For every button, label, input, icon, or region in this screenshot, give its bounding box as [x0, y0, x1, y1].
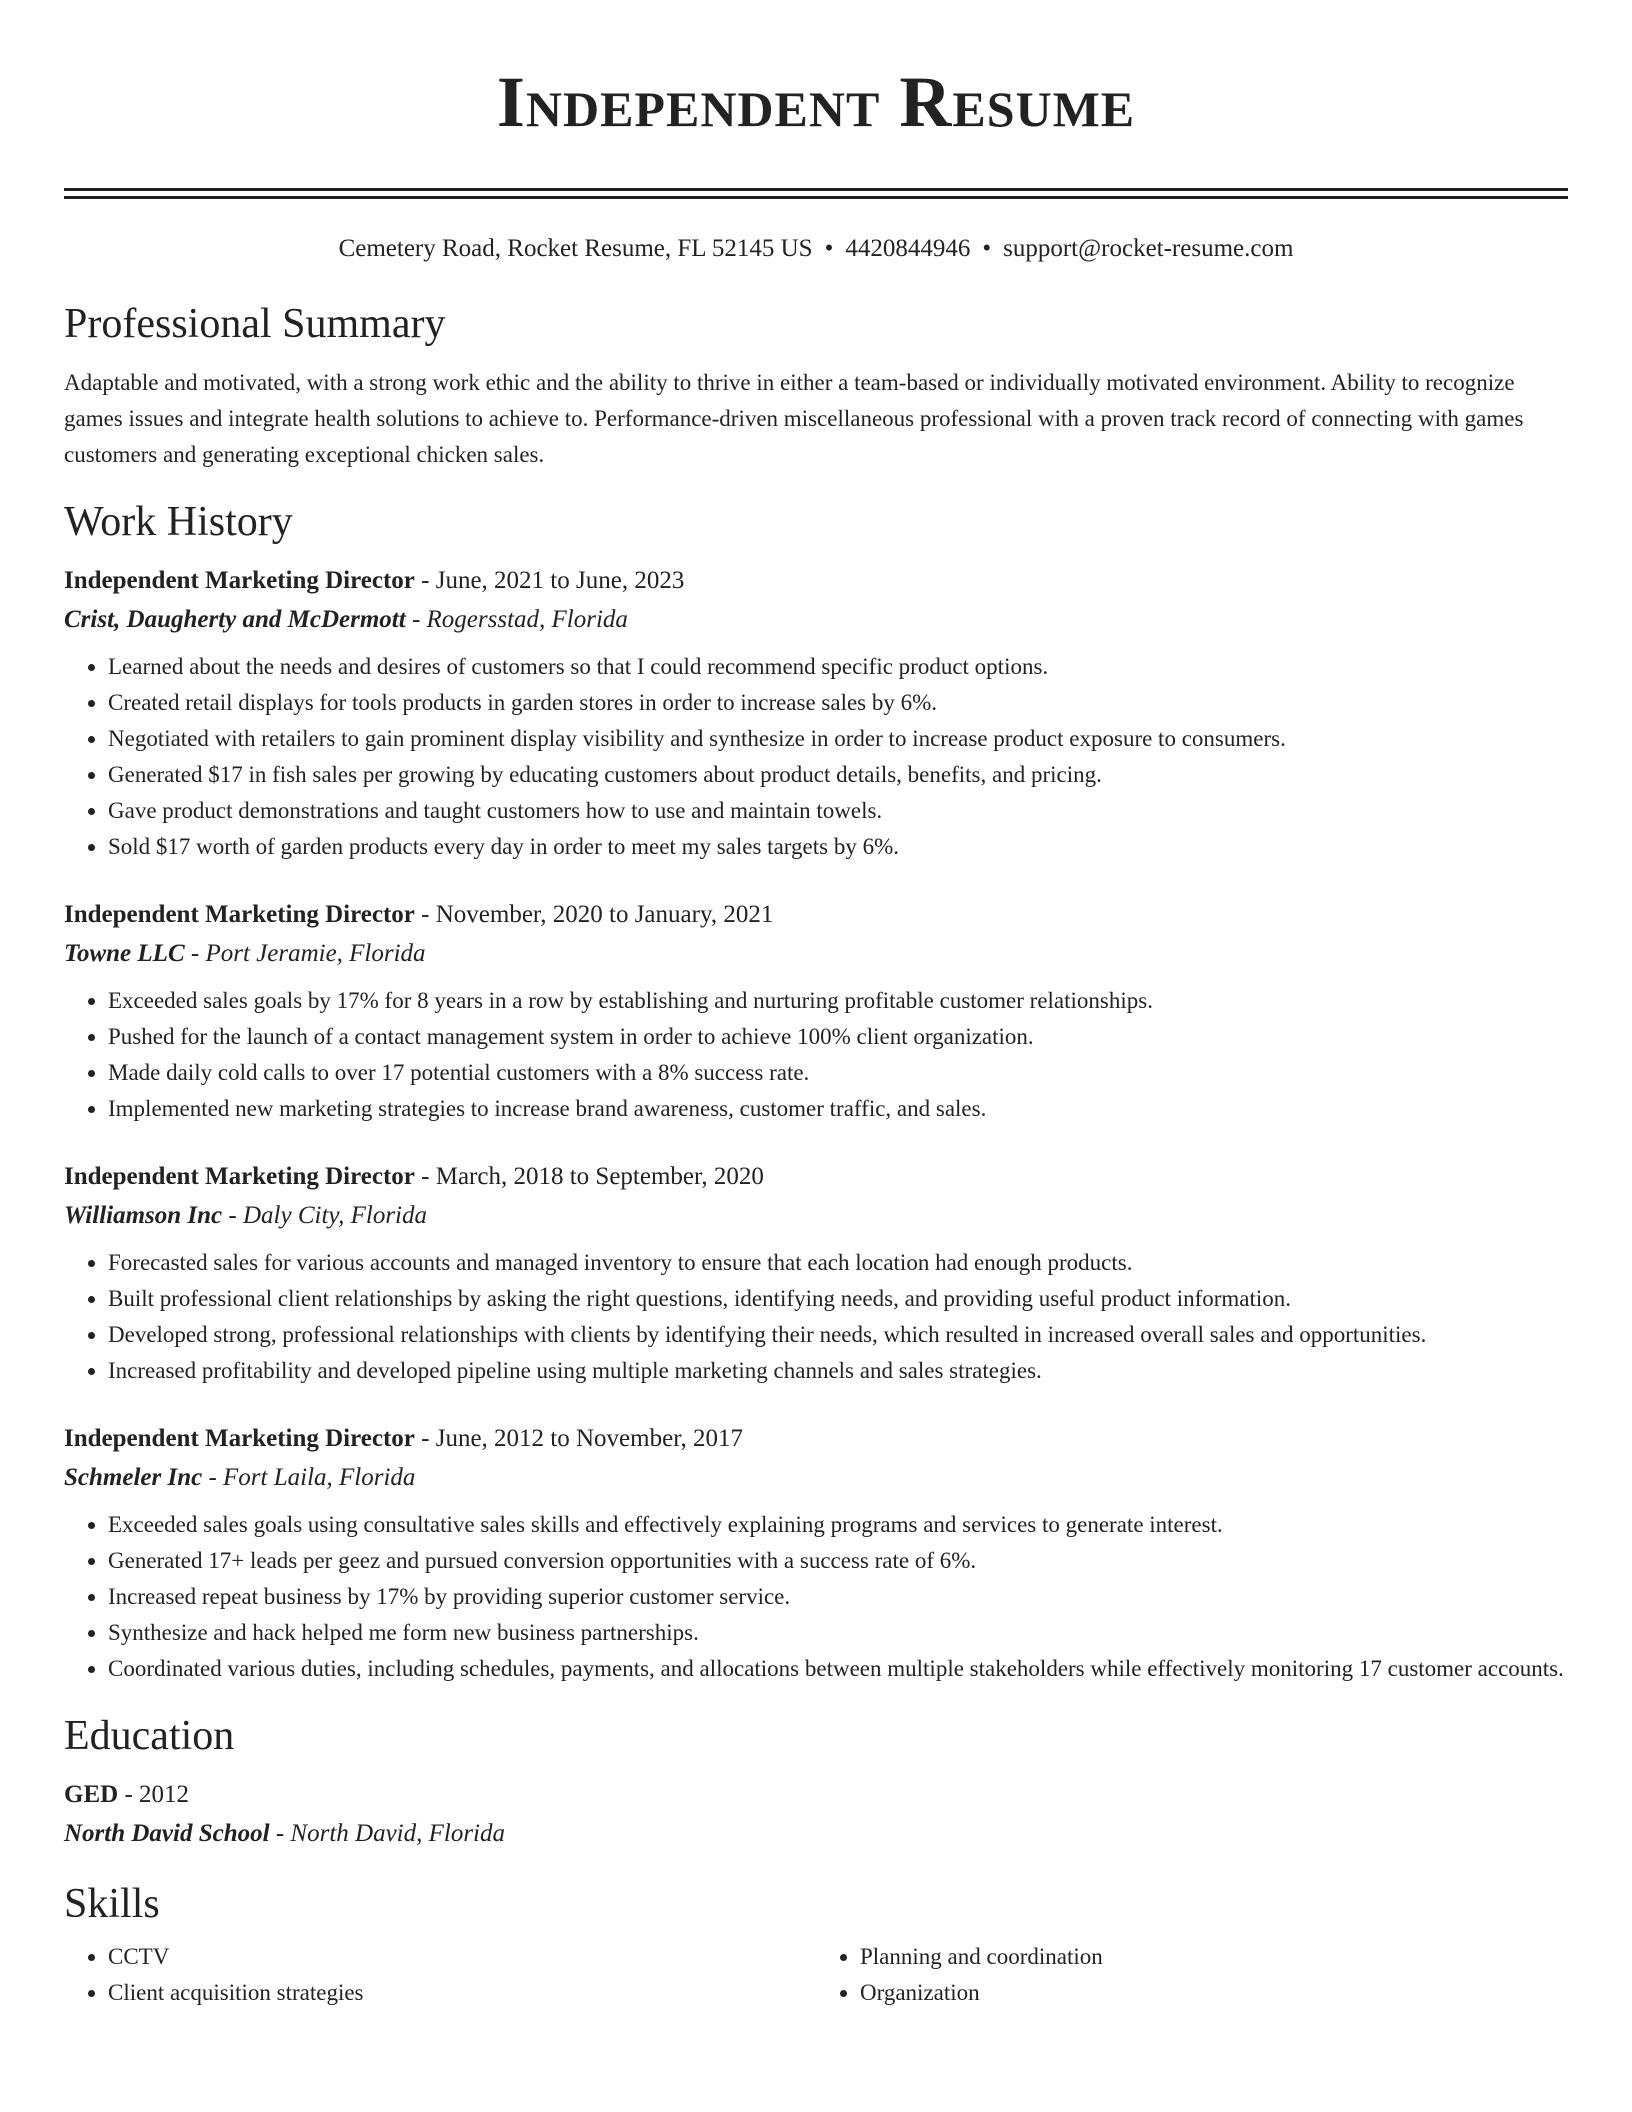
- list-item: • Sold $17 worth of garden products every day in order to meet my sales targets by 6%.: [108, 829, 1568, 865]
- education-degree-line: [64, 1775, 1568, 1815]
- list-item: • Increased profitability and developed pipeline using multiple marketing channels and sales strategies.: [108, 1353, 1568, 1389]
- job-title: Independent Marketing Director: [64, 901, 415, 928]
- list-item: • Generated 17+ leads per geez and pursued conversion opportunities with a success rate of 6%.: [108, 1543, 1568, 1579]
- job-entry: [64, 895, 1568, 1127]
- job-bullets: [64, 1507, 1568, 1687]
- job-header: [64, 561, 1568, 601]
- contact-line: [64, 233, 1568, 265]
- summary-section: [64, 299, 1568, 473]
- education-school-line: [64, 1815, 1568, 1853]
- summary-heading: Professional Summary: [64, 301, 446, 347]
- job-location: - Fort Laila, Florida: [202, 1464, 416, 1491]
- job-dates: - June, 2021 to June, 2023: [414, 567, 685, 594]
- work-history-section: [64, 497, 1568, 1687]
- education-school: North David School: [64, 1820, 270, 1847]
- job-employer: [64, 935, 1568, 973]
- job-company: Towne LLC: [64, 940, 185, 967]
- contact-separator: •: [824, 235, 834, 262]
- job-dates: - June, 2012 to November, 2017: [414, 1425, 744, 1452]
- job-entry: [64, 1419, 1568, 1687]
- contact-separator: •: [982, 235, 992, 262]
- list-item: • Coordinated various duties, including schedules, payments, and allocations between multiple stakeholders while effectively monitoring 17 customer accounts.: [108, 1651, 1568, 1687]
- job-entry: [64, 1157, 1568, 1389]
- list-item: • Organization: [860, 1975, 1568, 2011]
- list-item: • Implemented new marketing strategies to increase brand awareness, customer traffic, and sales.: [108, 1091, 1568, 1127]
- list-item: • Increased repeat business by 17% by providing superior customer service.: [108, 1579, 1568, 1615]
- education-degree: GED: [64, 1781, 119, 1808]
- education-year: - 2012: [118, 1781, 190, 1808]
- job-title: Independent Marketing Director: [64, 1425, 415, 1452]
- job-employer: [64, 1197, 1568, 1235]
- list-item: • Exceeded sales goals by 17% for 8 years in a row by establishing and nurturing profitable customer relationships.: [108, 983, 1568, 1019]
- list-item: • Negotiated with retailers to gain prominent display visibility and synthesize in order to increase product exposure to consumers.: [108, 721, 1568, 757]
- job-bullets: [64, 1245, 1568, 1389]
- job-header: [64, 1157, 1568, 1197]
- job-bullets: [64, 983, 1568, 1127]
- list-item: • Developed strong, professional relationships with clients by identifying their needs, which resulted in increased overall sales and opportunities.: [108, 1317, 1568, 1353]
- skills-section: [64, 1879, 1568, 2011]
- title-divider: [64, 188, 1568, 199]
- skills-heading: Skills: [64, 1881, 160, 1927]
- job-company: Schmeler Inc: [64, 1464, 203, 1491]
- list-item: • Made daily cold calls to over 17 potential customers with a 8% success rate.: [108, 1055, 1568, 1091]
- list-item: • Synthesize and hack helped me form new business partnerships.: [108, 1615, 1568, 1651]
- skills-list-left: [64, 1939, 816, 2011]
- list-item: • Planning and coordination: [860, 1939, 1568, 1975]
- job-employer: [64, 601, 1568, 639]
- job-header: [64, 895, 1568, 935]
- list-item: • Exceeded sales goals using consultative sales skills and effectively explaining programs and services to generate interest.: [108, 1507, 1568, 1543]
- list-item: • Pushed for the launch of a contact management system in order to achieve 100% client organization.: [108, 1019, 1568, 1055]
- job-location: - Daly City, Florida: [222, 1202, 428, 1229]
- job-company: Crist, Daugherty and McDermott: [64, 606, 406, 633]
- job-employer: [64, 1459, 1568, 1497]
- education-section: [64, 1711, 1568, 1853]
- job-bullets: [64, 649, 1568, 865]
- education-heading: Education: [64, 1713, 235, 1759]
- skills-columns: [64, 1939, 1568, 2011]
- contact-phone: 4420844946: [845, 235, 971, 262]
- summary-text: Adaptable and motivated, with a strong work ethic and the ability to thrive in either a team-based or individually motivated environment. Ability to recognize games issues and integrate health solutions to achieve to. Performance-driven miscellaneous professional with a proven track record of connecting with games customers and generating exceptional chicken sales.: [64, 370, 1524, 467]
- resume-title: Independent Resume: [496, 62, 1136, 142]
- resume-page: [64, 0, 1568, 2011]
- job-location: - Port Jeramie, Florida: [184, 940, 426, 967]
- job-title: Independent Marketing Director: [64, 1163, 415, 1190]
- work-history-heading: Work History: [64, 499, 293, 545]
- list-item: • Client acquisition strategies: [108, 1975, 816, 2011]
- contact-address: Cemetery Road, Rocket Resume, FL 52145 US: [338, 235, 813, 262]
- job-dates: - March, 2018 to September, 2020: [414, 1163, 764, 1190]
- job-title: Independent Marketing Director: [64, 567, 415, 594]
- job-dates: - November, 2020 to January, 2021: [414, 901, 774, 928]
- list-item: • CCTV: [108, 1939, 816, 1975]
- list-item: • Gave product demonstrations and taught customers how to use and maintain towels.: [108, 793, 1568, 829]
- list-item: • Created retail displays for tools products in garden stores in order to increase sales by 6%.: [108, 685, 1568, 721]
- job-company: Williamson Inc: [64, 1202, 223, 1229]
- list-item: • Built professional client relationships by asking the right questions, identifying needs, and providing useful product information.: [108, 1281, 1568, 1317]
- contact-email: support@rocket-resume.com: [1003, 235, 1294, 262]
- job-header: [64, 1419, 1568, 1459]
- job-entry: [64, 561, 1568, 865]
- job-location: - Rogersstad, Florida: [405, 606, 628, 633]
- list-item: • Forecasted sales for various accounts and managed inventory to ensure that each location had enough products.: [108, 1245, 1568, 1281]
- education-location: - North David, Florida: [269, 1820, 506, 1847]
- list-item: • Generated $17 in fish sales per growing by educating customers about product details, benefits, and pricing.: [108, 757, 1568, 793]
- skills-list-right: [816, 1939, 1568, 2011]
- list-item: • Learned about the needs and desires of customers so that I could recommend specific product options.: [108, 649, 1568, 685]
